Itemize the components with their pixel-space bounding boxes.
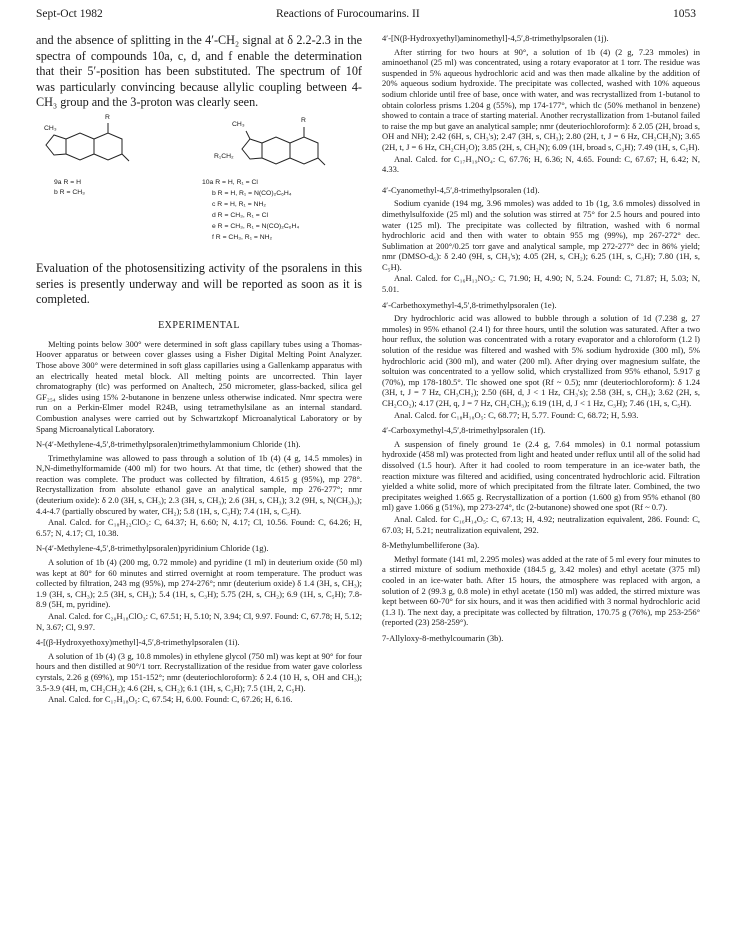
compound-3a-heading: 8-Methylumbelliferone (3a).	[382, 540, 480, 551]
compound-1j-heading: 4′-[N(β-Hydroxyethyl)aminomethyl]-4,5′,8-trimethylpsoralen (1j).	[382, 33, 609, 43]
compound-1e-procedure: Dry hydrochloric acid was allowed to bubble through a solution of 1d (7.238 g, 27 mmoles) in 95% ethanol (2.4 l) for three hours, until the solution was saturated. After a two hour reflux, the solution was concentrated with a rotary evaporator and a chloroform (1.2 l) solution of the residue was filtered and washed with 5% sodium hydroxide (300 ml), 5% hydrochloric acid (300 ml), and water (200 ml). After drying over magnesium sulfate, the soltuion was concentrated to a yellow solid, which crystallized from 95% ethanol, 5.917 g (70%), mp 178-180.5°. Tlc showed one spot (Rf ~ 0.5); nmr (deuteriochloroform): δ 1.24 (3H, t, J = 7 Hz, CH₃CH₂); 2.50 (6H, d, J < 1 Hz, CH₃'s); 2.58 (3H, s, CH₃); 3.62 (2H, s, CH₂CO₂); 4.17 (2H, q, J = 7 Hz, CH₂CH₃); 6.19 (1H, d, J < 1 Hz, C₃H); 7.46 (1H, s, C₅H).	[382, 313, 700, 408]
chemical-structures	[36, 113, 362, 253]
psoralen-9-skeleton	[46, 123, 129, 161]
page-number: 1053	[673, 8, 696, 20]
compound-10a-label: 10a R = H, R₁ = Cl	[202, 178, 258, 186]
compound-1i-heading: 4-[(β-Hydroxyethoxy)methyl]-4,5′,8-trimethylpsoralen (1i).	[36, 637, 240, 648]
psoralen-10-skeleton	[242, 127, 325, 165]
compound-1h-analysis: Anal. Calcd. for C₁₈H₂₂ClO₃: C, 64.37; H, 6.60; N, 4.17; Cl, 10.56. Found: C, 64.26; H, 6.57; N, 4.17; Cl, 10.38.	[36, 517, 362, 538]
s1-ch3-label: CH₃	[44, 124, 57, 132]
compound-1j-procedure: After stirring for two hours at 90°, a solution of 1b (4) (2 g, 7.23 mmoles) in aminoethanol (25 ml) was concentrated, using a rotary evaporator at 1 torr. The residue was suspended in 5% aqueous hydrochloric acid and was then made alkaline by the addition of 20% aqueous sodium hydroxide. The precipitate was collected, washed with 10% aqueous sodium chloride until free of base, once with water, and was recrystallized from 1-butanol to obtain colorless prisms 1.204 g (55%), mp 174-177°, which tlc (50% methanol in benzene) showed to contain a trace of starting material. Another recrystallization from 1-butanol failed to raise the mp but gave an analytical sample; nmr (deuteriochloroform): δ 2.05 (2H, broad s, OH and NH); 2.42 (6H, s, CH₃'s); 2.47 (3H, s, CH₃); 2.80 (2H, t, J = 6 Hz, CH₂CH₂N); 3.65 (2H, t, J = 6 Hz, CH₂CH₂O); 3.85 (2H, s, CH₂N); 6.09 (1H, broad s, C₃H); 7.49 (1H, s, C₅H).	[382, 46, 700, 152]
running-header	[36, 8, 696, 24]
compound-1g-procedure: A solution of 1b (4) (200 mg, 0.72 mmole) and pyridine (1 ml) in deuterium oxide (50 ml) was kept at 80° for 60 minutes and stirred overnight at room temperature. The product was collected by filtration, 243 mg (95%), mp 274-276°; nmr (deuterium oxide) δ 1.4 (3H, s, CH₃); 1.9 (3H, s, CH₃); 2.5 (3H, s, CH₃); 5.4 (1H, s, C₃H); 5.75 (2H, s, CH₂); 6.9 (1H, s, C₅H); 7.8-8.9 (5H, m, pyridine).	[36, 557, 362, 610]
compound-3b-heading: 7-Allyloxy-8-methylcoumarin (3b).	[382, 632, 504, 643]
right-column	[382, 33, 700, 643]
s2-r-label: R	[301, 116, 306, 124]
compound-1d-procedure: Sodium cyanide (194 mg, 3.96 mmoles) was added to 1b (1g, 3.6 mmoles) dissolved in dimethylsulfoxide (25 ml) and the solution was stirred at 75° for 2.5 hours and poured into water (125 ml). The precipitate was collected by filtration, washed with 6 normal hydrochloric acid and then with water to obtain 955 mg (99%), mp 267-272° dec. Sublimation at 200°/0.25 torr gave and analytical sample, mp 272-277° dec in 86% yield; nmr (DMSO-d₆): δ 2.40 (9H, s, CH₃'s); 4.05 (2H, s, CH₂); 6.25 (1H, s, C₃H); 7.80 (1H, s, C₅H).	[382, 198, 700, 272]
compound-1g-analysis: Anal. Calcd. for C₂₀H₁₈ClO₃: C, 67.51; H, 5.10; N, 3.94; Cl, 9.97. Found: C, 67.78; H, 5.12; N, 3.67; Cl, 9.97.	[36, 611, 362, 632]
evaluation-paragraph: Evaluation of the photosensitizing activity of the psoralens in this series is presently underway and will be reported as soon as it is completed.	[36, 260, 362, 307]
issue-date: Sept-Oct 1982	[36, 8, 103, 20]
compound-1h-procedure: Trimethylamine was allowed to pass through a solution of 1b (4) (4 g, 14.5 mmoles) in N,N-dimethylformamide (400 ml) for two hours. At that time, tlc (ether) showed that the reaction was complete. The product was collected by filtration, 4.615 g (95%), mp 278°. Recrystallization from absolute ethanol gave an analytical sample, mp 276-277°; nmr (deuterium oxide): δ 2.0 (3H, s, CH₃); 2.3 (3H, s, CH₃); 2.6 (3H, s, CH₃); 3.2 (9H, s, N(CH₃)₃); 4.4-4.7 (partially obscured by water, CH₂); 5.8 (1H, s, C₃H); 7.4 (1H, s, C₅H).	[36, 452, 362, 516]
compound-10d-label: d R = CH₃, R₁ = Cl	[212, 211, 269, 219]
compound-9a-label: 9a R = H	[54, 178, 82, 186]
compound-1h-heading: N-(4′-Methylene-4,5′,8-trimethylpsoralen)trimethylammonium Chloride (1h).	[36, 439, 301, 450]
compound-1e-analysis: Anal. Calcd. for C₁₈H₁₈O₅: C, 68.77; H, 5.77. Found: C, 68.72; H, 5.93.	[394, 409, 639, 420]
compound-1g-heading: N-(4′-Methylene-4,5′,8-trimethylpsoralen)pyridinium Chloride (1g).	[36, 543, 269, 554]
compound-1d-heading: 4′-Cyanomethyl-4,5′,8-trimethylpsoralen (1d).	[382, 184, 540, 195]
running-title: Reactions of Furocoumarins. II	[276, 8, 420, 20]
compound-9b-label: b R = CH₃	[54, 188, 85, 196]
left-column	[36, 33, 362, 705]
compound-10b-label: b R = H, R₁ = N(CO)₂C₆H₄	[212, 189, 292, 197]
intro-paragraph: and the absence of splitting in the 4′-CH₂ signal at δ 2.2-2.3 in the spectra of compounds 10a, c, d, and f enable the determination that their 5′-position has been substituted. The spectrum of 10f was particularly convincing because allylic coupling between 4-CH₃ group and the 3-proton was clearly seen.	[36, 33, 362, 110]
compound-1f-procedure: A suspension of finely ground 1e (2.4 g, 7.64 mmoles) in 0.1 normal potassium hydroxide (458 ml) was protected from light and heated under reflux until all of the solid had dissolved (1.5 hour). After it had cooled to room temperature in an ice-water bath, the reaction mixture was filtered and acidified, using concentrated hydrochloric acid. Filtration yielded a white solid, more of which precipitated from the filtrate later. Combined, the two precipitates weighed 1.665 g. Recrystallization of a portion (1.600 g) from 95% ethanol (80 ml) gave 1.066 g (51%), mp 273-274°, tlc (2-butanone) showed one spot (Rf ~ 0.7).	[382, 438, 700, 513]
s2-ch3-label: CH₃	[232, 120, 245, 128]
compound-1i-analysis: Anal. Calcd. for C₁₇H₁₈O₅: C, 67.54; H, 6.00. Found: C, 67.26; H, 6.16.	[48, 694, 293, 705]
compound-10f-label: f R = CH₃, R₁ = NH₂	[212, 233, 273, 241]
compound-3a-procedure: Methyl formate (141 ml, 2.295 moles) was added at the rate of 5 ml every four minutes to a stirred mixture of sodium methoxide (184.5 g, 3.42 moles) and ethyl acetate (375 ml) cooled in an ice-water bath. After 15 hours, the atmosphere was replaced with argon, a solution of 2 (99.3 g, 0.8 mole) in ethyl acetate (150 ml) was added, the stirred mixture was kept between 60-70° for six hours, and it was then acidified with 3 normal hydrochloric acid (1.3 l). The next day, a precipitate was collected by filtration, 170.75 g (76%), mp 253-256° (reported (23) 258-259°).	[382, 553, 700, 628]
compound-1f-heading: 4′-Carboxymethyl-4,5′,8-trimethylpsoralen (1f).	[382, 425, 546, 436]
experimental-paragraph: Melting points below 300° were determined in soft glass capillary tubes using a Thomas-Hoover apparatus or between cover glasses using a Fisher Digital Melting Point Analyzer. Those above 300° were determined in soft glass capillaries using a Gallenkamp apparatus with an electrically heated metal block. All melting points are uncorrected. Thin layer chromatography (tlc) was performed on Analtech, 250 micrometer, glass-backed, silica gel GF₂₅₄ slides using 15% 2-butanone in benzene unless otherwise indicated. Nmr spectra were run on a Perkin-Elmer model R24B, using tetramethylsilane as an internal standard. Combustion analyses were carried out by Schwartzkopf Microanalytical Laboratory or by Spang Microanalytical Laboratory.	[36, 338, 362, 434]
compound-1j-analysis: Anal. Calcd. for C₁₇H₁₉NO₄: C, 67.76; H, 6.36; N, 4.65. Found: C, 67.67; H, 6.42; N, 4.33.	[382, 153, 700, 175]
experimental-heading: EXPERIMENTAL	[158, 319, 240, 331]
compound-1e-heading: 4′-Carbethoxymethyl-4,5′,8-trimethylpsoralen (1e).	[382, 299, 557, 310]
compound-1d-analysis: Anal. Calcd. for C₁₆H₁₃NO₃: C, 71.90; H, 4.90; N, 5.24. Found: C, 71.87; H, 5.03; N, 5.01.	[382, 273, 700, 295]
compound-10e-label: e R = CH₃, R₁ = N(CO)₂C₆H₄	[212, 222, 300, 230]
structure-drawings	[36, 117, 362, 253]
s1-r-label: R	[105, 113, 110, 121]
compound-1i-procedure: A solution of 1b (4) (3 g, 10.8 mmoles) in ethylene glycol (750 ml) was kept at 90° for four hours and then distilled at 90°/1 torr. Recrystallization of the residue from water gave colorless cyrstals, 2.26 g (69%), mp 151-152°; nmr (deuteriochloroform): δ 2.4 (10 H, s, OH and CH₃); 3.5-3.9 (4H, m, CH₂CH₂); 4.6 (2H, s, CH₂); 6.1 (1H, s, C₃H); 7.5 (1H, 2, C₅H).	[36, 650, 362, 693]
compound-1f-analysis: Anal. Calcd. for C₁₆H₁₄O₅: C, 67.13; H, 4.92; neutralization equivalent, 286. Found: C, 67.03; H, 5.21; neutralization equivalent, 292.	[382, 513, 700, 535]
compound-10c-label: c R = H, R₁ = NH₂	[212, 200, 267, 208]
s2-r1ch2-label: R₁CH₂	[214, 152, 234, 160]
